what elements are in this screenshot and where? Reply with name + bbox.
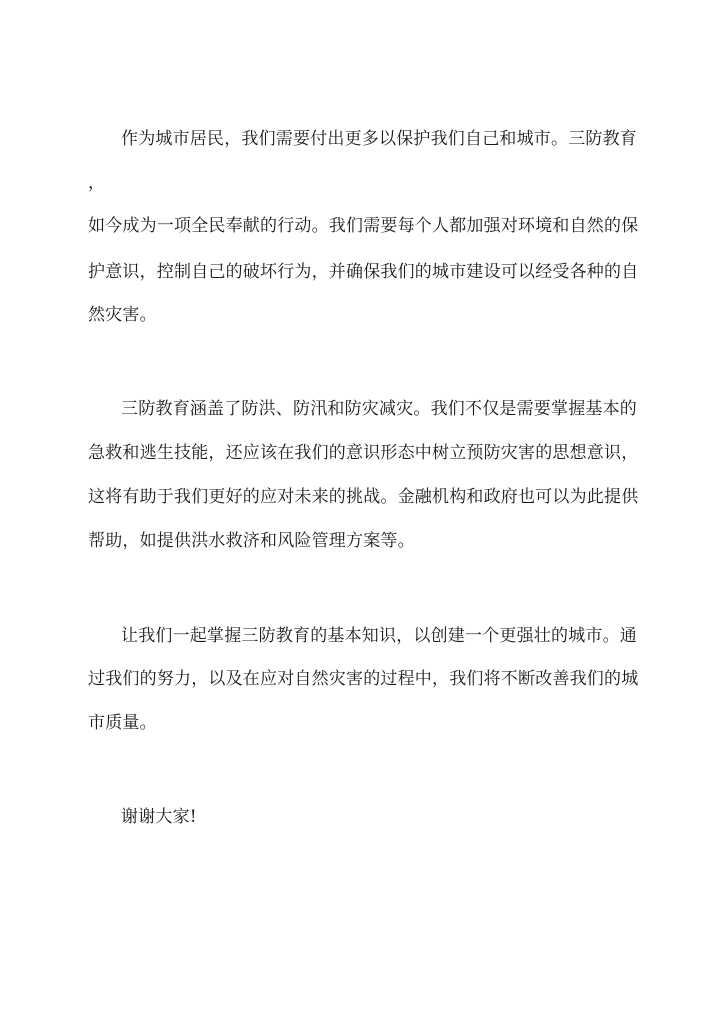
paragraph-2-line-4: 帮助，如提供洪水救济和风险管理方案等。	[88, 531, 415, 551]
closing-line: 谢谢大家!	[121, 807, 197, 827]
paragraph-1-line-2: ，	[88, 173, 106, 193]
paragraph-1-line-1: 作为城市居民，我们需要付出更多以保护我们自己和城市。三防教育	[121, 129, 637, 149]
paragraph-2-line-2: 急救和逃生技能，还应该在我们的意识形态中树立预防灾害的思想意识，	[88, 443, 639, 463]
paragraph-1-line-5: 然灾害。	[88, 305, 157, 325]
paragraph-1-line-3: 如今成为一项全民奉献的行动。我们需要每个人都加强对环境和自然的保	[88, 216, 639, 236]
paragraph-3-line-2: 过我们的努力，以及在应对自然灾害的过程中，我们将不断改善我们的城	[88, 669, 639, 689]
paragraph-1-line-4: 护意识，控制自己的破坏行为，并确保我们的城市建设可以经受各种的自	[88, 262, 639, 282]
paragraph-2-line-1: 三防教育涵盖了防洪、防汛和防灾减灾。我们不仅是需要掌握基本的	[121, 399, 637, 419]
paragraph-2-line-3: 这将有助于我们更好的应对未来的挑战。金融机构和政府也可以为此提供	[88, 487, 639, 507]
paragraph-3-line-3: 市质量。	[88, 713, 157, 733]
paragraph-3-line-1: 让我们一起掌握三防教育的基本知识，以创建一个更强壮的城市。通	[121, 626, 637, 646]
